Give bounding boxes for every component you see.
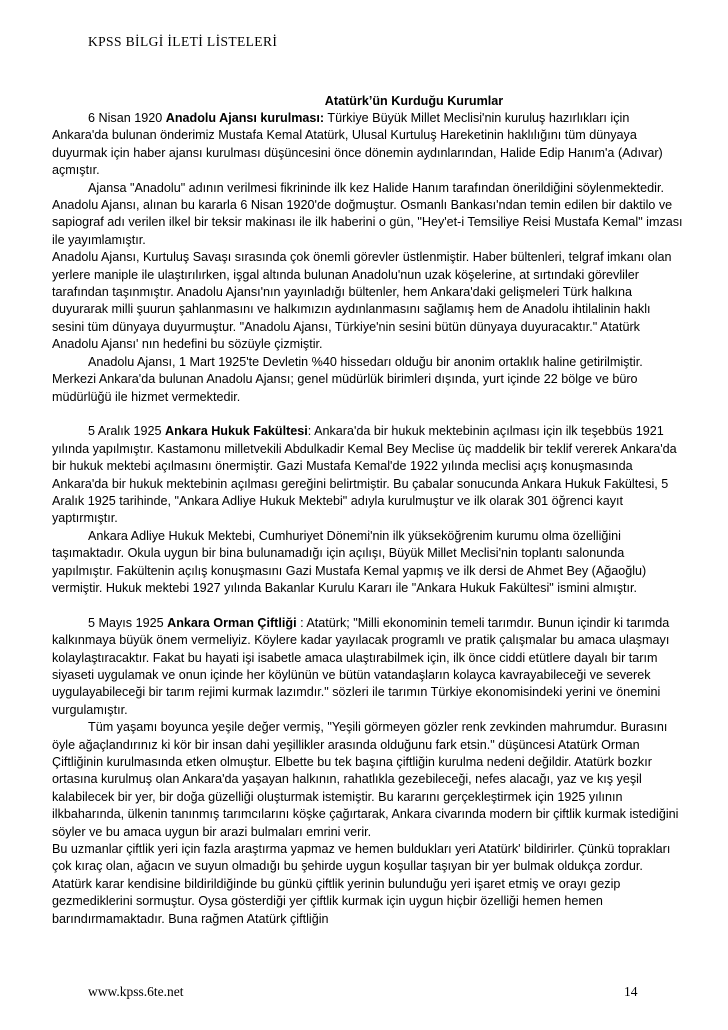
footer-url: www.kpss.6te.net: [88, 984, 184, 999]
paragraph-anadolu-ajansi-name: Ajansa "Anadolu" adının verilmesi fikrininde ilk kez Halide Hanım tarafından önerildiğini söylenmektedir. Anadolu Ajansı, alınan bu kararla 6 Nisan 1920'de doğmuştur. Osmanlı Bankası'ndan temin edilen bir daktilo ve sapiograf adı verilen ilkel bir teksir makinası ile ilk haberini o gün, "Hey'et-i Temsiliye Reisi Mustafa Kemal" imzası ile yayımlamıştır.: [52, 180, 683, 247]
section-title: Atatürk’ün Kurduğu Kurumlar: [324, 94, 504, 108]
document-body: [52, 110, 684, 928]
paragraph-anadolu-ajansi-war: Anadolu Ajansı, Kurtuluş Savaşı sırasında çok önemli görevler üstlenmiştir. Haber bültenleri, telgraf imkanı olan yerlere maniple ile ulaştırılırken, işgal altında bulunan Anadolu'nun uzak köşelerine, at sırtındaki görevliler tarafından taşınmıştır. Anadolu Ajansı'nın yayınladığı bültenler, hem Ankara'daki gelişmeleri Türk halkına duyurarak milli şuurun şahlanmasını ve halkımızın aydınlanmasını sağlamış hem de Anadolu ihtilalinin haklı sesini tüm dünyaya duyurmuştur. "Anadolu Ajansı, Türkiye'nin sesini bütün dünyaya duyuracaktır." Atatürk Anadolu Ajansı' nın hedefini bu sözüyle çizmiştir.: [52, 250, 672, 352]
page-number: 14: [624, 984, 638, 999]
heading-hukuk-fakultesi: Ankara Hukuk Fakültesi: [165, 424, 308, 439]
page-header: KPSS BİLGİ İLETİ LİSTELERİ: [88, 34, 278, 49]
heading-anadolu-ajansi: Anadolu Ajansı kurulması:: [165, 111, 325, 125]
heading-orman-ciftligi: Ankara Orman Çiftliği: [167, 615, 297, 630]
paragraph-hukuk-fakultesi-details: Ankara Adliye Hukuk Mektebi, Cumhuriyet Dönemi'nin ilk yükseköğrenim kurumu olma özelliğini taşımaktadır. Okula uygun bir bina bulunamadığı için açılışı, Büyük Millet Meclisi'nin toplantı salonunda yapılmıştır. Fakültenin açılış konuşmasını Gazi Mustafa Kemal yapmış ve ilk dersi de Ahmet Bey (Ağaoğlu) vermiştir. Hukuk mektebi 1927 yılında Bakanlar Kurulu Kararı ile "Ankara Hukuk Fakültesi" ismini almıştır.: [52, 528, 647, 595]
paragraph-orman-ciftligi-land: Bu uzmanlar çiftlik yeri için fazla araştırma yapmaz ve hemen buldukları yeri Atatürk' bildirirler. Çünkü toprakları çok kıraç olan, ağacın ve suyun olmadığı bu şehirde uygun koşullar taşıyan bir yer bulmak oldukça zordur. Atatürk karar kendisine bildirildiğinde bu günkü çiftlik yerinin bulunduğu yeri işaret etmiş ve orayı gezip gezmediklerini sormuştur. Oysa gösterdiği yer çiftlik kurmak için uygun hiçbir özelliği hemen hemen barındırmamaktadır. Buna rağmen Atatürk çiftliğin: [52, 842, 671, 926]
paragraph-anadolu-ajansi-today: Anadolu Ajansı, 1 Mart 1925'te Devletin %40 hissedarı olduğu bir anonim ortaklık haline getirilmiştir. Merkezi Ankara'da bulunan Anadolu Ajansı; genel müdürlük birimleri dışında, yurt içinde 22 bölge ve büro müdürlüğü ile hizmet vermektedir.: [52, 354, 643, 404]
paragraph-hukuk-fakultesi-intro: 5 Aralık 1925 Ankara Hukuk Fakültesi: Ankara'da bir hukuk mektebinin açılması için ilk teşebbüs 1921 yılında yapılmıştır. Kastamonu milletvekili Abdulkadir Kemal Bey Meclise üç maddelik bir teklif vererek Ankara'da bir hukuk mektebi açılmasını önermiştir. Gazi Mustafa Kemal'de 1922 yılında meclisi açış konuşmasında Ankara'da bir hukuk mektebinin açılması gereğini belirtmiştir. Bu çabalar sonucunda Ankara Hukuk Fakültesi, 5 Aralık 1925 tarihinde, "Ankara Adliye Hukuk Mektebi" adıyla kurulmuştur ve ilk olarak 301 öğrenci kayıt yaptırmıştır.: [52, 424, 677, 526]
paragraph-anadolu-ajansi-intro: 6 Nisan 1920 Anadolu Ajansı kurulması: Türkiye Büyük Millet Meclisi'nin kuruluş hazırlıkları için Ankara'da bulunan önderimiz Mustafa Kemal Atatürk, Ulusal Kurtuluş Hareketinin haklılığını tüm dünyaya duyurmak için haber ajansı kurulması düşüncesini önce dönemin aydınlarından, Halide Edip Hanım'a (Adıvar) açmıştır.: [52, 111, 663, 178]
paragraph-orman-ciftligi-green: Tüm yaşamı boyunca yeşile değer vermiş, "Yeşili görmeyen gözler renk zevkinden mahrumdur. Burasını öyle ağaçlandırınız ki kör bir insan dahi yeşillikler arasında olduğunu fark etsin." düşüncesi Atatürk Orman Çiftliğinin kurulmasında etken olmuştur. Elbette bu tek başına çiftliğin kurulma nedeni değildir. Atatürk bozkır ortasına kurulmuş olan Ankara'da yaşayan halkının, rahatlıkla gezebileceği, nefes alacağı, yaz ve kış yeşil kalabilecek bir yer, bir doğa güzelliği oluşturmak istemiştir. Bu kararını gerçekleştirmek için 1925 yılının ilkbaharında, ülkenin tanınmış tarımcılarını köşke çağırtarak, Ankara civarında modern bir çiftlik kurmak istediğini söyler ve bu amaca uygun bir arazi bulmaları emrini verir.: [52, 720, 679, 839]
paragraph-orman-ciftligi-intro: 5 Mayıs 1925 Ankara Orman Çiftliği : Atatürk; "Milli ekonominin temeli tarımdır. Bunun içindir ki tarımda kalkınmaya büyük önem vermeliyiz. Köylere kadar yayılacak programlı ve pratik çalışmalar bu amaca ulaşmayı kolaylaştıracaktır. Fakat bu hayati işi isabetle amaca ulaştırabilmek için, ilk önce ciddi etütlere dayalı bir tarım siyaseti uygulamak ve onun içinde her köylünün ve bütün vatandaşların kolayca kavrayabileceği ve severek uygulayabileceği bir tarım rejimi kurmak lazımdır." sözleri ile tarımın Türkiye ekonomisindeki yerini ve önemini vurgulamıştır.: [52, 615, 670, 717]
